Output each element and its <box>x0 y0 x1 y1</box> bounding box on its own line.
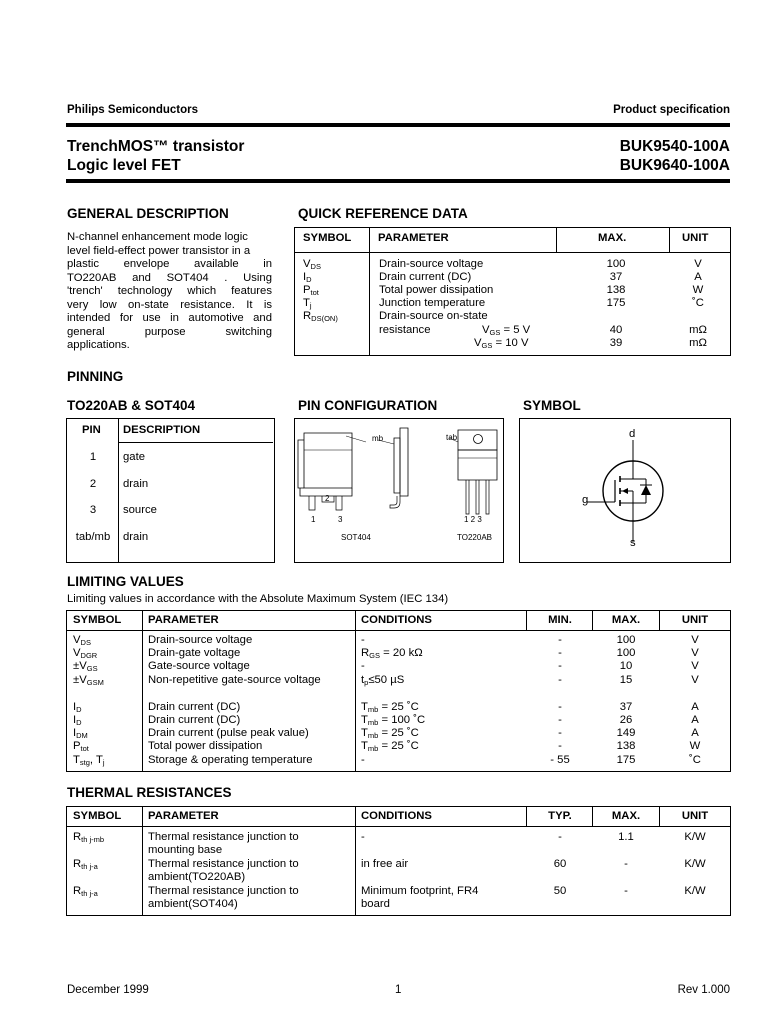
condition-value: = 25 ˚C <box>378 701 419 713</box>
thermal-col-max: MAX. <box>611 810 641 822</box>
limiting-col-max: MAX. <box>611 614 641 626</box>
part-number-2: BUK9640-100A <box>619 157 730 174</box>
symbol-subscript: tot <box>310 288 319 297</box>
symbol-subscript: DM <box>76 731 88 740</box>
symbol-subscript: D <box>306 275 312 284</box>
symbol-text: V <box>73 647 81 659</box>
quick-col-max: MAX. <box>598 232 627 244</box>
footer-page-number: 1 <box>395 984 402 996</box>
mosfet-symbol-icon <box>519 418 730 562</box>
table-cell-parameter: Drain current (pulse peak value) <box>148 727 309 739</box>
table-cell-max: 10 <box>619 660 633 672</box>
table-cell-min: - <box>558 740 562 752</box>
quick-col-parameter: PARAMETER <box>378 232 449 244</box>
caption-sot404: SOT404 <box>341 533 371 542</box>
table-cell-typ: - <box>558 831 562 843</box>
symbol-subscript: GS <box>86 664 98 673</box>
limiting-col-divider <box>355 610 356 771</box>
caption-to220ab: TO220AB <box>457 533 492 542</box>
table-cell-min: - <box>558 647 562 659</box>
table-cell-parameter: Drain current (DC) <box>379 271 472 283</box>
table-cell-parameter: Drain-source voltage <box>148 634 253 646</box>
table-cell-typ: 50 <box>553 885 567 897</box>
table-cell-unit: K/W <box>684 885 706 897</box>
condition-value: = 10 V <box>492 337 529 349</box>
symbol-subscript: DS <box>310 262 321 271</box>
part-number-1: BUK9540-100A <box>619 138 730 155</box>
quick-col-divider <box>369 227 370 355</box>
quick-col-divider <box>669 227 670 252</box>
table-cell-condition <box>361 647 423 662</box>
table-cell-min: - <box>558 634 562 646</box>
condition-subscript: mb <box>367 705 379 714</box>
symbol-subscript: th j-a <box>81 862 98 871</box>
symbol-text: P <box>303 284 311 296</box>
table-cell-unit: V <box>691 660 699 672</box>
symbol-text: I <box>73 714 77 726</box>
pin-number: tab/mb <box>75 531 111 543</box>
table-cell-unit: W <box>689 740 701 752</box>
symbol-subscript: th j-a <box>81 889 98 898</box>
desc-line: applications. <box>67 339 130 351</box>
table-cell-condition: - <box>361 634 365 646</box>
table-cell-max: - <box>624 858 628 870</box>
table-cell-max: 40 <box>609 324 623 336</box>
condition-subscript: mb <box>367 744 379 753</box>
table-cell-unit: W <box>692 284 704 296</box>
limiting-col-symbol: SYMBOL <box>73 614 122 626</box>
thermal-col-divider <box>142 806 143 915</box>
limiting-values-heading: LIMITING VALUES <box>67 574 184 589</box>
label-pin-2: 2 <box>325 494 330 503</box>
header-rule-bottom <box>66 179 730 183</box>
thermal-col-divider <box>355 806 356 915</box>
limiting-col-unit: UNIT <box>681 614 709 626</box>
pinning-col-pin: PIN <box>82 424 101 436</box>
table-cell-condition: - <box>361 660 365 672</box>
desc-line: general purpose switching <box>67 325 272 338</box>
limiting-col-divider <box>142 610 143 771</box>
label-tab: tab <box>446 433 458 442</box>
symbol-text: T <box>303 297 310 309</box>
symbol-text: R <box>73 831 82 843</box>
symbol-label-drain: d <box>629 428 636 440</box>
table-cell-max: 26 <box>619 714 633 726</box>
product-title-line1: TrenchMOS™ transistor <box>67 138 245 155</box>
table-cell-max: 37 <box>609 271 623 283</box>
table-cell-parameter: Thermal resistance junction to <box>148 858 299 870</box>
desc-line: level field-effect power transistor in a <box>67 244 251 257</box>
symbol-subscript: tot <box>80 744 89 753</box>
pin-number: 2 <box>89 478 97 490</box>
table-cell-symbol <box>73 858 98 873</box>
thermal-resistances-heading: THERMAL RESISTANCES <box>67 785 232 800</box>
desc-line: TO220AB and SOT404 . Using <box>67 271 272 284</box>
table-cell-parameter: ambient(TO220AB) <box>148 871 246 883</box>
table-cell-parameter: Non-repetitive gate-source voltage <box>148 674 321 686</box>
document-type: Product specification <box>613 104 730 116</box>
table-cell-max: 138 <box>616 740 636 752</box>
label-pin-3: 3 <box>338 515 343 524</box>
limiting-header-rule <box>66 630 730 631</box>
symbol-text: , T <box>89 754 103 766</box>
symbol-subscript: DS <box>80 638 91 647</box>
product-title-line2: Logic level FET <box>67 157 181 174</box>
condition-value: = 25 ˚C <box>378 727 419 739</box>
table-cell-parameter: Thermal resistance junction to <box>148 885 299 897</box>
condition-symbol: T <box>361 701 368 713</box>
label-mb: mb <box>372 434 384 443</box>
quick-col-symbol: SYMBOL <box>303 232 352 244</box>
symbol-subscript: DS(ON) <box>311 314 338 323</box>
quick-col-divider <box>556 227 557 252</box>
table-cell-condition <box>361 740 419 755</box>
condition-subscript: GS <box>489 328 501 337</box>
symbol-subscript: j <box>309 301 312 310</box>
limiting-col-parameter: PARAMETER <box>148 614 219 626</box>
company-name: Philips Semiconductors <box>67 104 198 116</box>
symbol-text: ±V <box>73 660 87 672</box>
table-cell-max: 100 <box>616 647 636 659</box>
condition-subscript: GS <box>481 341 493 350</box>
table-cell-min: - <box>558 727 562 739</box>
table-cell-symbol <box>303 310 338 325</box>
table-cell-unit: A <box>694 271 702 283</box>
condition-value: = 20 kΩ <box>380 647 423 659</box>
table-cell-parameter: Junction temperature <box>379 297 486 309</box>
desc-line: N-channel enhancement mode logic <box>67 231 248 243</box>
table-cell-unit: K/W <box>684 858 706 870</box>
table-cell-condition: - <box>361 831 365 843</box>
condition-symbol: t <box>361 674 365 686</box>
symbol-subscript: th j-mb <box>81 835 105 844</box>
footer-date: December 1999 <box>67 984 149 996</box>
symbol-text: R <box>73 885 82 897</box>
pin-number: 1 <box>89 451 97 463</box>
thermal-col-parameter: PARAMETER <box>148 810 219 822</box>
pin-description: drain <box>123 478 149 490</box>
table-cell-symbol <box>73 885 98 900</box>
pin-number: 3 <box>89 504 97 516</box>
symbol-label-source: s <box>630 537 636 549</box>
condition-symbol: T <box>361 740 368 752</box>
thermal-col-conditions: CONDITIONS <box>361 810 432 822</box>
condition-subscript: p <box>364 678 369 687</box>
table-cell-unit: mΩ <box>689 324 707 336</box>
pin-description: source <box>123 504 157 516</box>
table-cell-unit: A <box>691 714 699 726</box>
pin-configuration-heading: PIN CONFIGURATION <box>298 398 438 413</box>
symbol-heading: SYMBOL <box>523 398 581 413</box>
footer-revision: Rev 1.000 <box>677 984 730 996</box>
desc-line: 'trench' technology which features <box>67 285 272 297</box>
symbol-text: P <box>73 740 81 752</box>
general-description-heading: GENERAL DESCRIPTION <box>67 206 229 221</box>
table-cell-min: - <box>558 674 562 686</box>
pin-description: drain <box>123 531 149 543</box>
table-cell-max: - <box>624 885 628 897</box>
symbol-text: V <box>73 634 81 646</box>
table-cell-symbol <box>73 754 105 769</box>
label-pin-1: 1 <box>311 515 316 524</box>
condition-subscript: GS <box>369 651 381 660</box>
symbol-subscript: stg <box>79 758 90 767</box>
symbol-subscript: j <box>102 758 105 767</box>
table-cell-unit: K/W <box>684 831 706 843</box>
table-cell-max: 100 <box>606 258 626 270</box>
table-cell-max: 39 <box>609 337 623 349</box>
table-cell-parameter: Drain-source on-state <box>379 310 488 322</box>
condition-symbol: R <box>361 647 370 659</box>
symbol-text: R <box>303 310 312 322</box>
symbol-text: ±V <box>73 674 87 686</box>
table-cell-parameter: Drain current (DC) <box>148 701 241 713</box>
table-cell-parameter: Thermal resistance junction to <box>148 831 299 843</box>
limiting-col-min: MIN. <box>548 614 572 626</box>
thermal-col-symbol: SYMBOL <box>73 810 122 822</box>
header-rule-top <box>66 123 730 127</box>
table-cell-parameter: mounting base <box>148 844 223 856</box>
symbol-text: R <box>73 858 82 870</box>
condition-symbol: T <box>361 714 368 726</box>
table-cell-parameter: Drain current (DC) <box>148 714 241 726</box>
table-cell-condition <box>361 674 404 689</box>
limiting-values-subtitle: Limiting values in accordance with the Absolute Maximum System (IEC 134) <box>67 593 449 605</box>
desc-line: plastic envelope available in <box>67 258 272 270</box>
thermal-col-unit: UNIT <box>681 810 709 822</box>
table-cell-min: - <box>558 701 562 713</box>
table-cell-unit: V <box>691 647 699 659</box>
table-cell-max: 1.1 <box>618 831 634 843</box>
table-cell-condition <box>474 337 529 352</box>
symbol-text: V <box>303 258 311 270</box>
condition-value: ≤50 µS <box>368 674 405 686</box>
quick-header-rule <box>294 252 730 253</box>
table-cell-max: 37 <box>619 701 633 713</box>
table-cell-parameter: Storage & operating temperature <box>148 754 313 766</box>
table-cell-unit: ˚C <box>692 297 704 309</box>
symbol-subscript: DGR <box>80 651 98 660</box>
table-cell-max: 100 <box>616 634 636 646</box>
table-cell-parameter: Total power dissipation <box>379 284 494 296</box>
desc-line: intended for use in automotive and <box>67 312 272 324</box>
general-description-text <box>67 231 272 353</box>
symbol-text: I <box>73 727 77 739</box>
table-cell-condition: Minimum footprint, FR4 <box>361 885 479 897</box>
table-cell-parameter: resistance <box>379 324 431 336</box>
condition-value: = 5 V <box>500 324 531 336</box>
table-cell-unit: V <box>694 258 702 270</box>
thermal-col-typ: TYP. <box>548 810 572 822</box>
pinning-header-rule <box>118 442 273 443</box>
table-cell-max: 138 <box>606 284 626 296</box>
package-heading: TO220AB & SOT404 <box>67 398 196 413</box>
condition-symbol: V <box>482 324 490 336</box>
table-cell-unit: mΩ <box>689 337 707 349</box>
table-cell-max: 149 <box>616 727 636 739</box>
symbol-text: T <box>73 754 80 766</box>
table-cell-unit: A <box>691 727 699 739</box>
table-cell-unit: A <box>691 701 699 713</box>
symbol-label-gate: g <box>582 494 589 506</box>
table-cell-condition: - <box>361 754 365 766</box>
pinning-col-description: DESCRIPTION <box>123 424 201 436</box>
label-pins-123: 1 2 3 <box>464 515 482 524</box>
table-cell-parameter: Total power dissipation <box>148 740 263 752</box>
symbol-subscript: D <box>76 718 82 727</box>
table-cell-unit: V <box>691 674 699 686</box>
table-cell-max: 15 <box>619 674 633 686</box>
thermal-header-rule <box>66 826 730 827</box>
table-cell-min: - <box>558 714 562 726</box>
symbol-subscript: D <box>76 705 82 714</box>
desc-line: very low on-state resistance. It is <box>67 298 272 311</box>
table-cell-parameter: Drain-gate voltage <box>148 647 241 659</box>
symbol-text: I <box>303 271 307 283</box>
table-cell-min: - <box>558 660 562 672</box>
condition-value: = 25 ˚C <box>378 740 419 752</box>
table-cell-unit: V <box>691 634 699 646</box>
quick-col-unit: UNIT <box>682 232 709 244</box>
condition-value: = 100 ˚C <box>378 714 426 726</box>
table-cell-symbol <box>73 831 104 846</box>
table-cell-parameter: Gate-source voltage <box>148 660 250 672</box>
pin-description: gate <box>123 451 145 463</box>
limiting-col-conditions: CONDITIONS <box>361 614 432 626</box>
table-cell-symbol <box>73 674 104 689</box>
condition-subscript: mb <box>367 718 379 727</box>
table-cell-parameter: ambient(SOT404) <box>148 898 238 910</box>
table-cell-typ: 60 <box>553 858 567 870</box>
pinning-heading: PINNING <box>67 369 124 384</box>
quick-reference-heading: QUICK REFERENCE DATA <box>298 206 468 221</box>
condition-symbol: T <box>361 727 368 739</box>
condition-symbol: V <box>474 337 482 349</box>
symbol-subscript: GSM <box>86 678 104 687</box>
table-cell-parameter: Drain-source voltage <box>379 258 484 270</box>
table-cell-unit: ˚C <box>689 754 701 766</box>
table-cell-min: - 55 <box>550 754 570 766</box>
table-cell-max: 175 <box>616 754 636 766</box>
table-cell-condition: board <box>361 898 390 910</box>
condition-subscript: mb <box>367 731 379 740</box>
table-cell-condition: in free air <box>361 858 409 870</box>
symbol-text: I <box>73 701 77 713</box>
table-cell-max: 175 <box>606 297 626 309</box>
